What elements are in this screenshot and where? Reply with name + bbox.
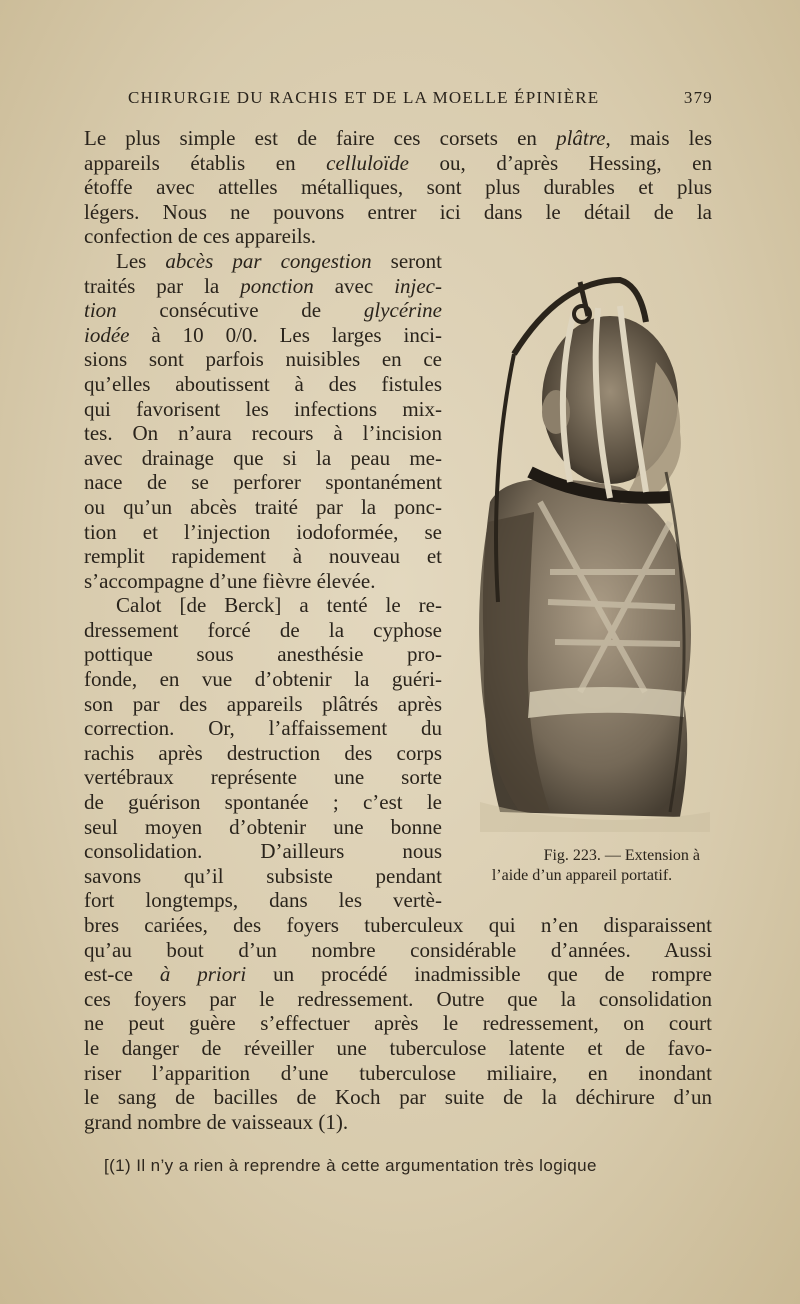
text-line: remplit rapidement à nouveau et <box>84 544 442 569</box>
text-line: iodée à 10 0/0. Les larges inci- <box>84 322 442 347</box>
paragraph-corsets <box>84 126 712 249</box>
text-line: consolidation. D’ailleurs nous <box>84 839 442 864</box>
text-line: qu’au bout d’un nombre considérable d’années. Aussi <box>84 937 712 962</box>
figure-illustration <box>470 272 720 832</box>
text-line: avec drainage que si la peau me- <box>84 445 442 470</box>
emphasis: plâtre <box>556 126 606 150</box>
caption-line: Fig. 223. — Extension à <box>543 847 700 864</box>
running-title: CHIRURGIE DU RACHIS ET DE LA MOELLE ÉPINIÈRE <box>128 88 600 107</box>
emphasis: iodée <box>84 322 130 347</box>
text-line: ou qu’un abcès traité par la ponc- <box>84 494 442 519</box>
text-line: pottique sous anesthésie pro- <box>84 642 442 667</box>
text-line: fort longtemps, dans les vertè- <box>84 888 442 913</box>
text-line: Calot [de Berck] a tenté le re- <box>116 593 442 618</box>
text-line: est-ce à priori un procédé inadmissible que de rompre <box>84 962 712 987</box>
footnote: [(1) Il n’y a rien à reprendre à cette argumentation très logique <box>104 1156 597 1175</box>
text-line: le sang de bacilles de Koch par suite de la déchirure d’un <box>84 1085 712 1110</box>
text-line: seul moyen d’obtenir une bonne <box>84 814 442 839</box>
text-line: fonde, en vue d’obtenir la guéri- <box>84 667 442 692</box>
text-line: sions sont parfois nuisibles en ce <box>84 347 442 372</box>
text-line: rachis après destruction des corps <box>84 740 442 765</box>
text-line: nace de se perforer spontanément <box>84 470 442 495</box>
text-line: Les abcès par congestion seront <box>116 248 442 273</box>
text-line: ces foyers par le redressement. Outre que la consolidation <box>84 986 712 1011</box>
text-line: qui favorisent les infections mix- <box>84 396 442 421</box>
emphasis: abcès par congestion <box>165 248 372 273</box>
emphasis: tion <box>84 298 117 323</box>
text-line: légers. Nous ne pouvons entrer ici dans le détail de la <box>84 199 712 224</box>
emphasis: injec- <box>394 273 442 298</box>
text-line: le danger de réveiller une tuberculose latente et de favo- <box>84 1035 712 1060</box>
text-line: savons qu’il subsiste pendant <box>84 863 442 888</box>
page-number: 379 <box>683 88 713 107</box>
text-line: étoffe avec attelles métalliques, sont plus durables et plus <box>84 175 712 200</box>
text-line: bres cariées, des foyers tuberculeux qui n’en disparaissent <box>84 913 712 937</box>
text-line: riser l’apparition d’une tuberculose miliaire, en inondant <box>84 1060 712 1085</box>
text-line: de guérison spontanée ; c’est le <box>84 790 442 815</box>
running-head <box>128 88 713 108</box>
text-line: confection de ces appareils. <box>84 224 317 249</box>
text-line: correction. Or, l’affaissement du <box>84 716 442 741</box>
child-extension-apparatus-illustration <box>470 272 720 832</box>
text-line: tes. On n’aura recours à l’incision <box>84 421 442 446</box>
text-line: tion et l’injection iodoformée, se <box>84 519 442 544</box>
text-line: grand nombre de vaisseaux (1). <box>84 1109 349 1134</box>
text-line: traités par la ponction avec injec- <box>84 273 442 298</box>
text-line: qu’elles aboutissent à des fistules <box>84 371 442 396</box>
text-line: s’accompagne d’une fièvre élevée. <box>84 568 376 593</box>
text-line: ne peut guère s’effectuer après le redressement, on court <box>84 1011 712 1036</box>
figure-caption <box>458 846 706 886</box>
caption-line: l’aide d’un appareil portatif. <box>491 867 673 884</box>
text-line: vertébraux représente une sorte <box>84 765 442 790</box>
text-line: dressement forcé de la cyphose <box>84 617 442 642</box>
text-line: tion consécutive de glycérine <box>84 298 442 323</box>
emphasis: à priori <box>159 962 247 987</box>
text-line: appareils établis en celluloïde ou, d’après Hessing, en <box>84 150 712 175</box>
emphasis: celluloïde <box>326 150 409 175</box>
text-line: son par des appareils plâtrés après <box>84 691 442 716</box>
emphasis: ponction <box>240 273 314 298</box>
emphasis: glycérine <box>363 298 442 323</box>
text-line: Le plus simple est de faire ces corsets en plâtre, mais les <box>84 126 712 150</box>
